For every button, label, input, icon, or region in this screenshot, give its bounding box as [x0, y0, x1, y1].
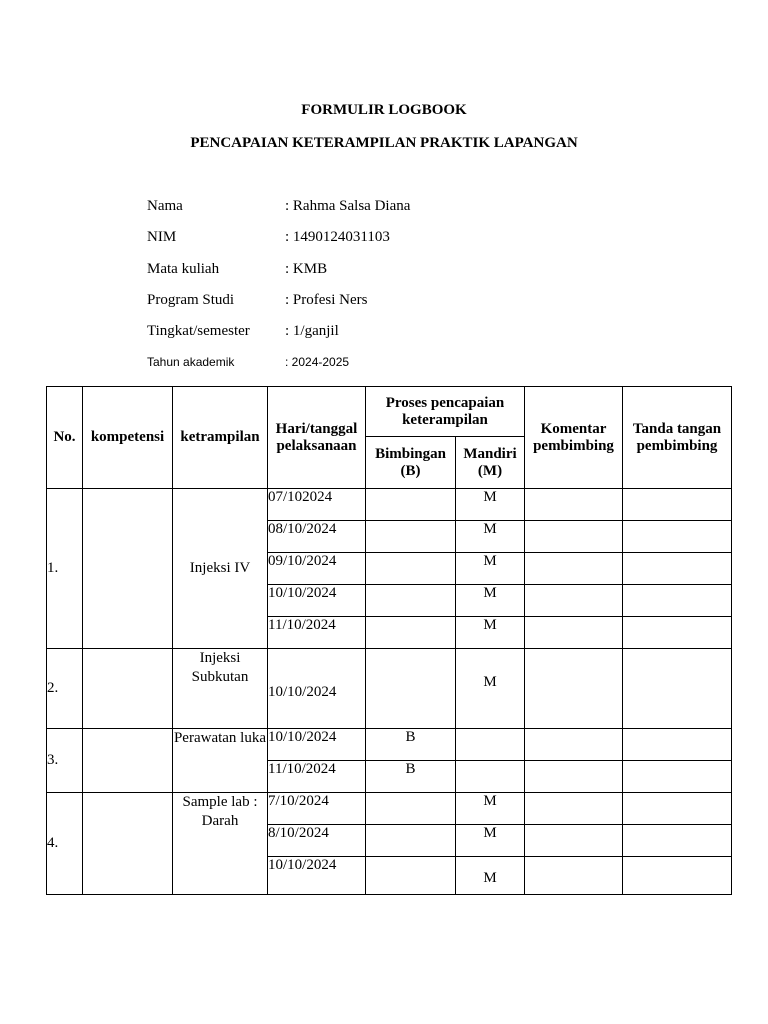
table-row	[47, 729, 732, 761]
bimbingan-cell	[366, 617, 456, 649]
nim-label: NIM	[147, 229, 177, 245]
tanda-tangan-cell	[623, 585, 732, 617]
nama-label: Nama	[147, 198, 183, 214]
mandiri-cell: M	[456, 521, 525, 553]
bimbingan-cell	[366, 825, 456, 857]
komentar-cell	[525, 553, 623, 585]
mandiri-cell: M	[456, 489, 525, 521]
date-cell: 07/102024	[268, 489, 366, 521]
row-number: 3.	[47, 729, 83, 793]
date-cell: 09/10/2024	[268, 553, 366, 585]
mandiri-cell: M	[456, 857, 525, 895]
ketrampilan-cell: Perawatan luka	[173, 729, 268, 793]
bimbingan-cell: B	[366, 761, 456, 793]
bimbingan-cell: B	[366, 729, 456, 761]
tahun-akademik-label: Tahun akademik	[147, 355, 235, 369]
table-row	[47, 793, 732, 825]
program-studi-value: : Profesi Ners	[285, 292, 368, 308]
tanda-tangan-cell	[623, 649, 732, 729]
date-cell: 11/10/2024	[268, 761, 366, 793]
kompetensi-cell	[83, 489, 173, 649]
ketrampilan-cell: Injeksi IV	[173, 489, 268, 649]
table-row	[47, 489, 732, 521]
mandiri-cell: M	[456, 649, 525, 729]
nim-value: : 1490124031103	[285, 229, 390, 245]
header-no: No.	[47, 387, 83, 489]
tanda-tangan-cell	[623, 793, 732, 825]
mata-kuliah-label: Mata kuliah	[147, 261, 220, 277]
header-proses-pencapaian: Proses pencapaian keterampilan	[366, 387, 525, 437]
mandiri-cell: M	[456, 793, 525, 825]
bimbingan-cell	[366, 793, 456, 825]
komentar-cell	[525, 489, 623, 521]
komentar-cell	[525, 825, 623, 857]
header-komentar: Komentar pembimbing	[525, 387, 623, 489]
kompetensi-cell	[83, 793, 173, 895]
logbook-table	[46, 386, 732, 895]
mandiri-cell	[456, 761, 525, 793]
row-number: 1.	[47, 489, 83, 649]
tanda-tangan-cell	[623, 761, 732, 793]
komentar-cell	[525, 857, 623, 895]
date-cell: 10/10/2024	[268, 857, 366, 895]
header-bimbingan: Bimbingan (B)	[366, 437, 456, 489]
tanda-tangan-cell	[623, 857, 732, 895]
bimbingan-cell	[366, 649, 456, 729]
document-subtitle: PENCAPAIAN KETERAMPILAN PRAKTIK LAPANGAN	[190, 135, 578, 151]
tanda-tangan-cell	[623, 489, 732, 521]
bimbingan-cell	[366, 585, 456, 617]
tanda-tangan-cell	[623, 825, 732, 857]
tanda-tangan-cell	[623, 553, 732, 585]
date-cell: 08/10/2024	[268, 521, 366, 553]
program-studi-label: Program Studi	[147, 292, 235, 308]
date-cell: 10/10/2024	[268, 729, 366, 761]
nama-value: : Rahma Salsa Diana	[285, 198, 411, 214]
header-hari-tanggal: Hari/tanggal pelaksanaan	[268, 387, 366, 489]
komentar-cell	[525, 617, 623, 649]
mandiri-cell: M	[456, 553, 525, 585]
tahun-akademik-value: : 2024-2025	[285, 355, 350, 369]
kompetensi-cell	[83, 729, 173, 793]
bimbingan-cell	[366, 521, 456, 553]
ketrampilan-cell: Sample lab : Darah	[173, 793, 268, 895]
date-cell: 10/10/2024	[268, 585, 366, 617]
komentar-cell	[525, 793, 623, 825]
tingkat-label: Tingkat/semester	[147, 323, 250, 339]
bimbingan-cell	[366, 553, 456, 585]
date-cell: 8/10/2024	[268, 825, 366, 857]
row-number: 4.	[47, 793, 83, 895]
mandiri-cell: M	[456, 825, 525, 857]
date-cell: 11/10/2024	[268, 617, 366, 649]
bimbingan-cell	[366, 489, 456, 521]
tanda-tangan-cell	[623, 617, 732, 649]
komentar-cell	[525, 729, 623, 761]
document-title: FORMULIR LOGBOOK	[301, 102, 467, 118]
tanda-tangan-cell	[623, 521, 732, 553]
komentar-cell	[525, 521, 623, 553]
komentar-cell	[525, 761, 623, 793]
row-number: 2.	[47, 649, 83, 729]
tingkat-value: : 1/ganjil	[285, 323, 339, 339]
mandiri-cell	[456, 729, 525, 761]
table-row	[47, 649, 732, 729]
ketrampilan-cell: Injeksi Subkutan	[173, 649, 268, 729]
mandiri-cell: M	[456, 585, 525, 617]
header-tanda-tangan: Tanda tangan pembimbing	[623, 387, 732, 489]
header-mandiri: Mandiri (M)	[456, 437, 525, 489]
date-cell: 10/10/2024	[268, 649, 366, 729]
header-ketrampilan: ketrampilan	[173, 387, 268, 489]
komentar-cell	[525, 585, 623, 617]
kompetensi-cell	[83, 649, 173, 729]
date-cell: 7/10/2024	[268, 793, 366, 825]
mata-kuliah-value: : KMB	[285, 261, 328, 277]
bimbingan-cell	[366, 857, 456, 895]
header-kompetensi: kompetensi	[83, 387, 173, 489]
tanda-tangan-cell	[623, 729, 732, 761]
komentar-cell	[525, 649, 623, 729]
mandiri-cell: M	[456, 617, 525, 649]
